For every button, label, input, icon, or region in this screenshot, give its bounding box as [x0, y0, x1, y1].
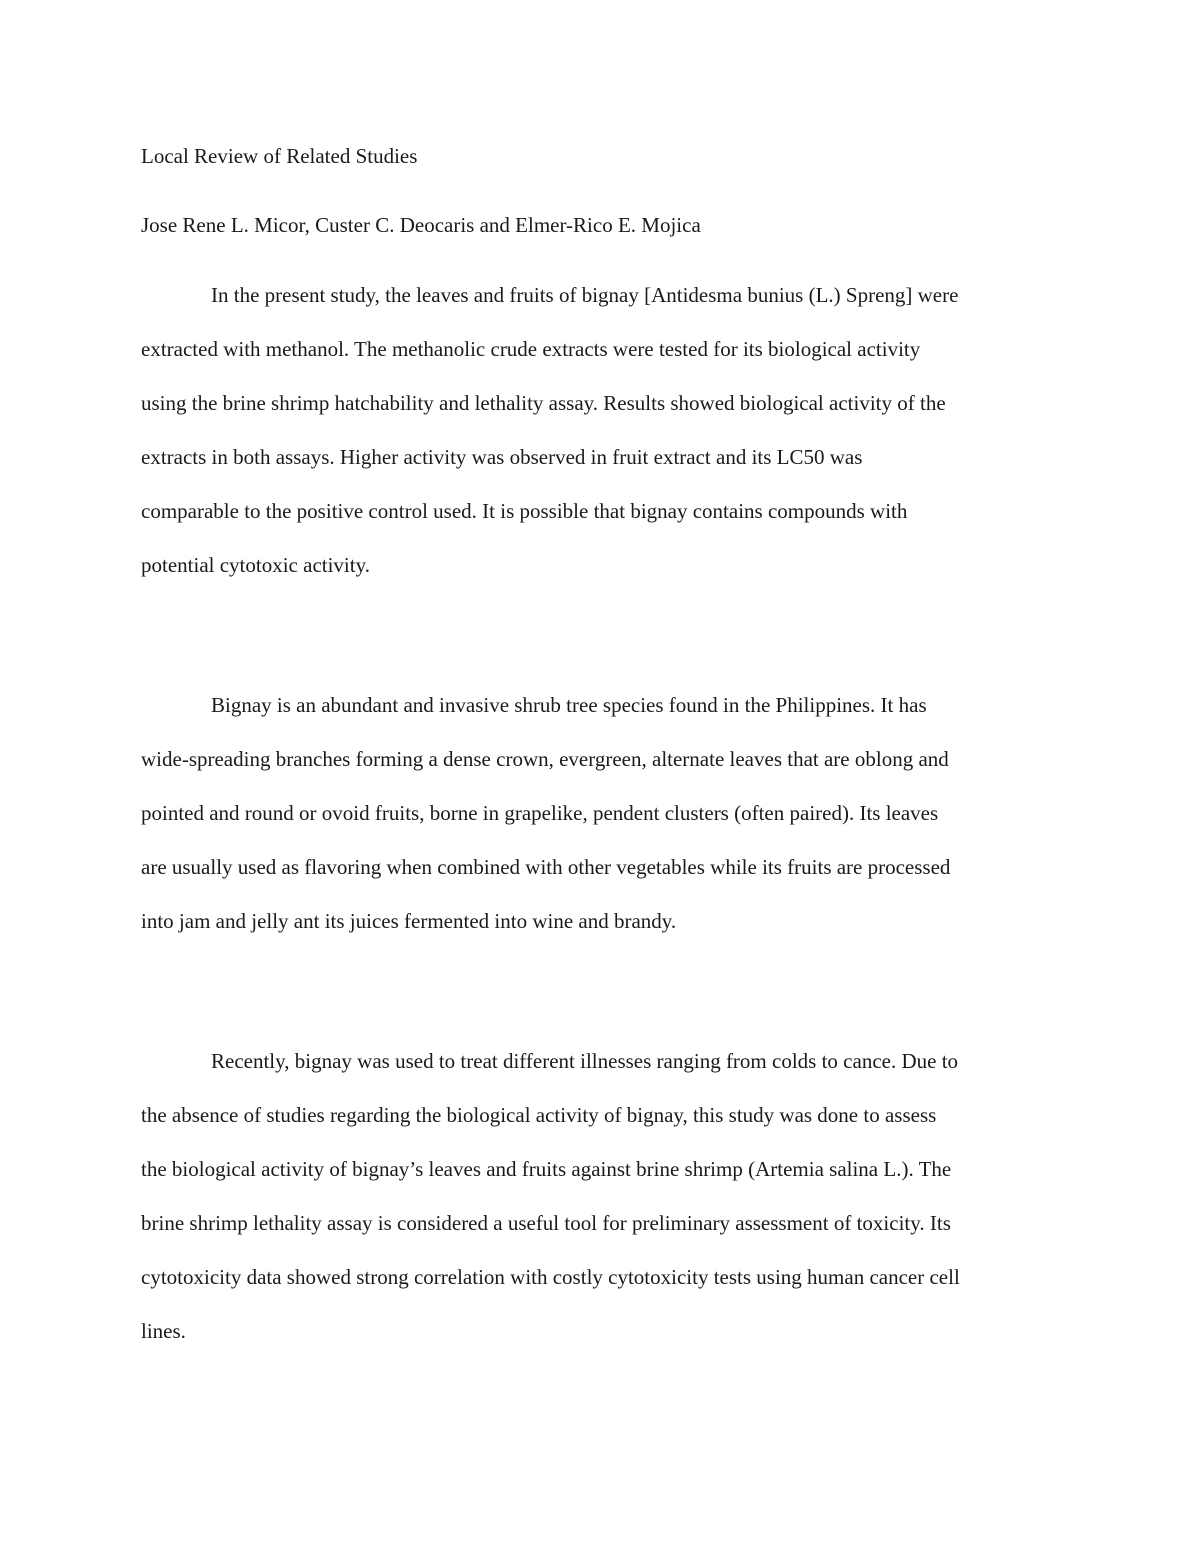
paragraph-line: extracts in both assays. Higher activity was observed in fruit extract and its LC50 was	[141, 445, 863, 469]
paragraph-line: are usually used as flavoring when combined with other vegetables while its fruits are processed	[141, 855, 951, 879]
paragraph-line: brine shrimp lethality assay is considered a useful tool for preliminary assessment of toxicity. Its	[141, 1211, 951, 1235]
paragraph-line: the biological activity of bignay’s leaves and fruits against brine shrimp (Artemia salina L.). The	[141, 1157, 952, 1181]
paragraph-line: into jam and jelly ant its juices fermented into wine and brandy.	[141, 909, 677, 933]
document-title: Local Review of Related Studies	[141, 144, 418, 168]
paragraph-bignay-description	[141, 678, 1063, 948]
paragraph-line: wide-spreading branches forming a dense crown, evergreen, alternate leaves that are oblong and	[141, 747, 949, 771]
paragraph-line: extracted with methanol. The methanolic crude extracts were tested for its biological activity	[141, 337, 921, 361]
paragraph-line: In the present study, the leaves and fruits of bignay [Antidesma bunius (L.) Spreng] were	[211, 283, 959, 307]
paragraph-line: potential cytotoxic activity.	[141, 553, 370, 577]
paragraph-summary	[141, 268, 1063, 592]
paragraph-study-rationale	[141, 1034, 1063, 1358]
paragraph-line: cytotoxicity data showed strong correlation with costly cytotoxicity tests using human cancer cell	[141, 1265, 960, 1289]
paragraph-line: pointed and round or ovoid fruits, borne in grapelike, pendent clusters (often paired). Its leaves	[141, 801, 939, 825]
paragraph-line: Recently, bignay was used to treat different illnesses ranging from colds to cance. Due to	[211, 1049, 959, 1073]
paragraph-line: comparable to the positive control used. It is possible that bignay contains compounds with	[141, 499, 908, 523]
paragraph-line: using the brine shrimp hatchability and lethality assay. Results showed biological activity of the	[141, 391, 946, 415]
paragraph-line: the absence of studies regarding the biological activity of bignay, this study was done to assess	[141, 1103, 937, 1127]
author-line: Jose Rene L. Micor, Custer C. Deocaris and Elmer-Rico E. Mojica	[141, 213, 701, 237]
paragraph-line: Bignay is an abundant and invasive shrub tree species found in the Philippines. It has	[211, 693, 927, 717]
paragraph-line: lines.	[141, 1319, 186, 1343]
